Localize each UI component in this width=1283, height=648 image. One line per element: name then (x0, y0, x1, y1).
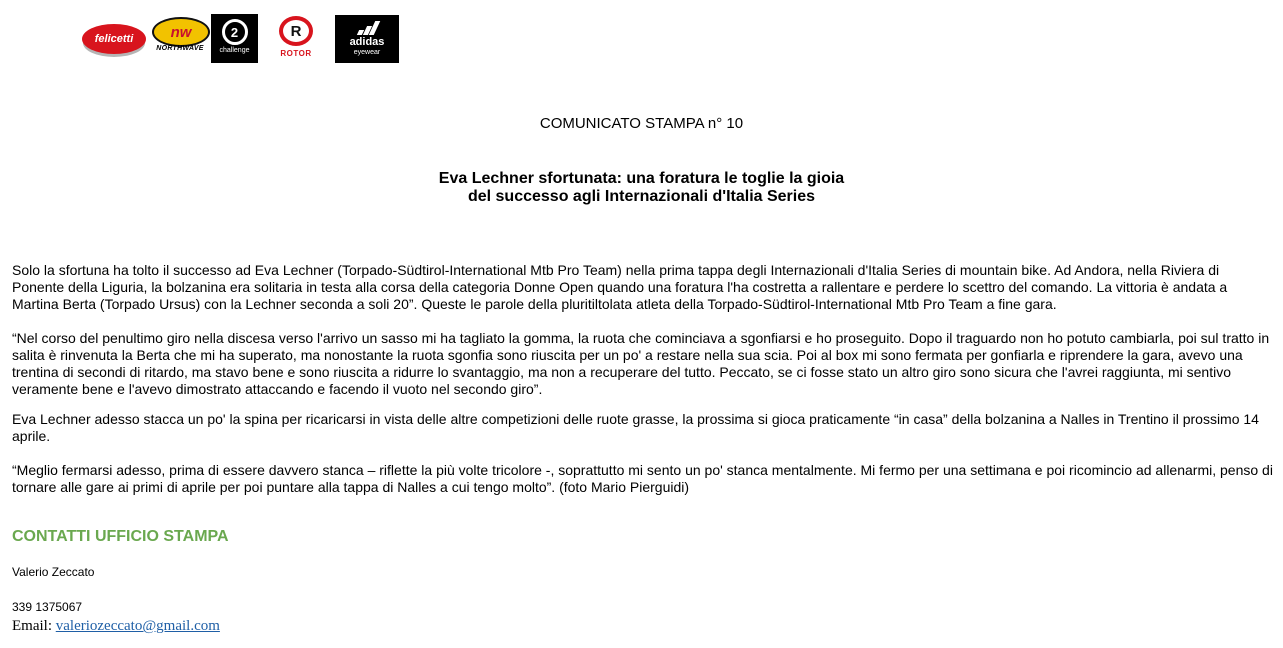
body-paragraph: Solo la sfortuna ha tolto il successo ad Eva Lechner (Torpado-Südtirol-International Mtb Pro Team) nella prima tappa degli Internazionali d'Italia Series di mountain bike. Ad Andora, nella Riviera di Ponente della Liguria, la bolzanina era solitaria in testa alla corsa della categoria Donne Open quando una foratura l'ha costretta a rallentare e perdere lo scettro del comando. La vittoria è andata a Martina Berta (Torpado Ursus) con la Lechner seconda a soli 20”. Queste le parole della pluritiltolata atleta della Torpado-Südtirol-International Mtb Pro Team a fine gara. (12, 262, 1228, 312)
body-paragraph: Eva Lechner adesso stacca un po' la spina per ricaricarsi in vista delle altre competizioni delle ruote grasse, la prossima si gioca praticamente “in casa” della bolzanina a Nalles in Trentino il prossimo 14 aprile. (12, 411, 1259, 444)
felicetti-logo (82, 24, 146, 54)
felicetti-logo-text: felicetti (94, 33, 134, 45)
contact-phone: 339 1375067 (12, 600, 83, 614)
adidas-eyewear-logo (335, 15, 399, 63)
rotor-mark: R (279, 16, 313, 46)
contact-email-row (12, 618, 220, 635)
body-paragraph: “Nel corso del penultimo giro nella discesa verso l'arrivo un sasso mi ha tagliato la gomma, la ruota che cominciava a sgonfiarsi e ho proseguito. Dopo il traguardo non ho potuto cambiarla, poi sul tratto in salita è rinvenuta la Berta che mi ha superato, ma nonostante la ruota sgonfia sono riuscita per un po' a restare nella sua scia. Poi al box mi sono fermata per gonfiarla e riprendere la gara, avevo una trentina di secondi di ritardo, ma stavo bene e sono riuscita a ridurre lo svantaggio, ma non a recuperare del tutto. Peccato, se ci fosse stato un altro giro sono sicura che l'avrei raggiunta, mi sentivo veramente bene e l'avevo dimostrato attaccando e facendo il vuoto nel secondo giro”. (12, 330, 1270, 397)
northwave-mark: nw (152, 17, 210, 47)
email-label: Email: (12, 618, 56, 634)
contacts-title: CONTATTI UFFICIO STAMPA (12, 528, 229, 545)
headline-line-2: del successo agli Internazionali d'Italia Series (467, 188, 816, 205)
contact-name: Valerio Zeccato (12, 565, 95, 579)
press-release-number: COMUNICATO STAMPA n° 10 (539, 115, 744, 132)
northwave-logo (150, 17, 210, 57)
adidas-sub: eyewear (353, 49, 381, 56)
email-link[interactable]: valeriozeccato@gmail.com (55, 618, 220, 634)
rotor-name: ROTOR (280, 49, 312, 58)
adidas-name: adidas (349, 36, 385, 48)
sponsor-logos (80, 14, 410, 64)
challenge-name: challenge (219, 47, 250, 54)
body-paragraph: “Meglio fermarsi adesso, prima di essere davvero stanca – riflette la più volte tricolore -, soprattutto mi sento un po' stanca mentalmente. Mi fermo per una settimana e poi ricomincio ad allenarmi, penso di tornare alle gare ai primi di aprile per poi puntare alla tappa di Nalles a cui tengo molto”. (foto Mario Pierguidi) (12, 462, 1273, 495)
challenge-logo (211, 14, 258, 63)
adidas-stripes-icon (356, 21, 378, 35)
headline-line-1: Eva Lechner sfortunata: una foratura le toglie la gioia (438, 170, 845, 187)
rotor-logo (274, 16, 318, 62)
headline (0, 170, 1283, 206)
northwave-name: NORTHWAVE (156, 45, 204, 52)
challenge-mark: 2 (222, 19, 248, 45)
